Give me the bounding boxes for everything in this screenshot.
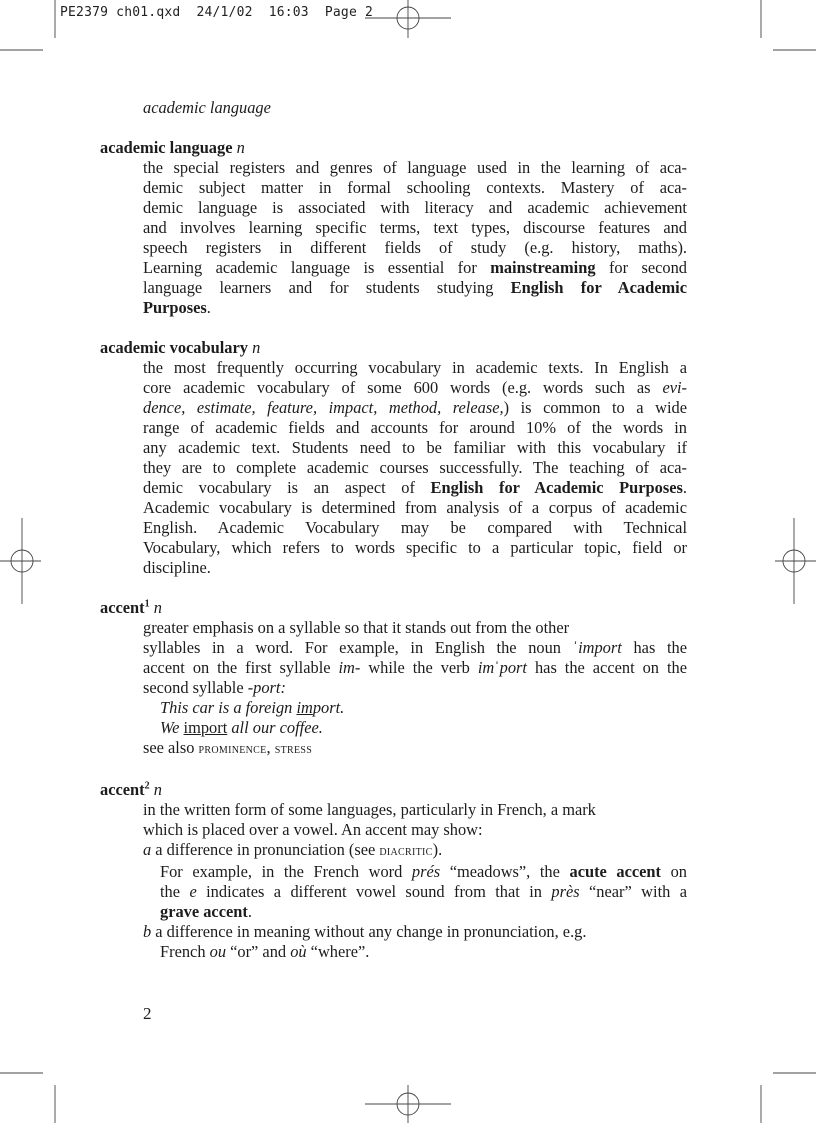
part-of-speech: n bbox=[153, 598, 162, 617]
definition-line: discipline. bbox=[143, 558, 211, 577]
page-number: 2 bbox=[143, 1004, 152, 1023]
headword: accent$^2$ bbox=[100, 780, 150, 799]
subsense-b: b a difference in meaning without any change in pronunciation, e.g. bbox=[143, 922, 587, 941]
definition-line: which is placed over a vowel. An accent may show: bbox=[143, 820, 483, 839]
running-head: academic language bbox=[143, 98, 271, 117]
cross-reference: Purposes bbox=[143, 298, 207, 317]
definition-line: dence, estimate, feature, impact, method, release,) is common to a wide bbox=[143, 398, 687, 417]
example-sentence: This car is a foreign import. bbox=[160, 698, 345, 717]
part-of-speech: n bbox=[236, 138, 245, 157]
entry-headline bbox=[100, 598, 687, 618]
subsense-a: a a difference in pronunciation (see diacritic). bbox=[143, 840, 443, 859]
entry-accent-2 bbox=[100, 780, 687, 962]
definition-line: syllables in a word. For example, in English the noun ˈimport has the bbox=[143, 638, 687, 657]
definition-line: any academic text. Students need to be familiar with this vocabulary if bbox=[143, 438, 687, 457]
example-sentence: We import all our coffee. bbox=[160, 718, 323, 737]
definition-line: second syllable -port: bbox=[143, 678, 286, 697]
definition-line: the most frequently occurring vocabulary in academic texts. In English a bbox=[143, 358, 687, 377]
part-of-speech: n bbox=[153, 780, 162, 799]
dictionary-page bbox=[100, 98, 687, 982]
definition bbox=[143, 800, 687, 962]
cross-reference: mainstreaming bbox=[490, 258, 596, 277]
sense-number: 2 bbox=[144, 780, 150, 792]
entry-academic-language bbox=[100, 138, 687, 318]
definition-line: and involves learning specific terms, text types, discourse features and bbox=[143, 218, 687, 237]
definition-line: range of academic fields and accounts for around 10% of the words in bbox=[143, 418, 687, 437]
definition bbox=[143, 618, 687, 760]
headword: academic vocabulary bbox=[100, 338, 248, 357]
subsense-b-example: French ou “or” and où “where”. bbox=[160, 942, 370, 961]
entry-headline bbox=[100, 138, 687, 158]
print-slug: PE2379 ch01.qxd 24/1/02 16:03 Page 2 bbox=[60, 5, 374, 20]
definition-line: they are to complete academic courses successfully. The teaching of aca- bbox=[143, 458, 687, 477]
definition-line: Purposes. bbox=[143, 298, 211, 317]
cross-reference: English for Academic Purposes bbox=[430, 478, 683, 497]
sense-number: 1 bbox=[144, 598, 150, 610]
definition-line: language learners and for students studying English for Academic bbox=[143, 278, 687, 297]
see-also-link[interactable]: prominence bbox=[198, 742, 267, 757]
definition-line: demic vocabulary is an aspect of English for Academic Purposes. bbox=[143, 478, 687, 497]
subsense-a-example: For example, in the French word prés “meadows”, the acute accent on the e indicates a different vowel sound from that in près “near” with a grave accent. bbox=[160, 862, 687, 921]
definition-line: greater emphasis on a syllable so that it stands out from the other bbox=[143, 618, 570, 637]
definition-line: Vocabulary, which refers to words specific to a particular topic, field or bbox=[143, 538, 687, 557]
definition-line: demic subject matter in formal schooling contexts. Mastery of aca- bbox=[143, 178, 687, 197]
definition bbox=[143, 358, 687, 578]
see-also-link[interactable]: stress bbox=[274, 742, 313, 757]
headword: accent$^1$ bbox=[100, 598, 150, 617]
headword: academic language bbox=[100, 138, 233, 157]
definition-line: core academic vocabulary of some 600 words (e.g. words such as evi- bbox=[143, 378, 687, 397]
see-also: see also prominence, stress bbox=[143, 738, 313, 757]
part-of-speech: n bbox=[252, 338, 261, 357]
entry-headline bbox=[100, 780, 687, 800]
definition-line: in the written form of some languages, particularly in French, a mark bbox=[143, 800, 596, 819]
definition-line: demic language is associated with literacy and academic achievement bbox=[143, 198, 687, 217]
definition-line: speech registers in different fields of study (e.g. history, maths). bbox=[143, 238, 687, 257]
entry-accent-1 bbox=[100, 598, 687, 760]
entry-headline bbox=[100, 338, 687, 358]
definition-line: accent on the first syllable im- while the verb imˈport has the accent on the bbox=[143, 658, 687, 677]
see-also-link[interactable]: diacritic bbox=[379, 844, 433, 859]
definition-line: Academic vocabulary is determined from analysis of a corpus of academic bbox=[143, 498, 687, 517]
definition-line: the special registers and genres of language used in the learning of aca- bbox=[143, 158, 687, 177]
definition-line: Learning academic language is essential for mainstreaming for second bbox=[143, 258, 687, 277]
entry-academic-vocabulary bbox=[100, 338, 687, 578]
cross-reference: English for Academic bbox=[510, 278, 687, 297]
definition-line: English. Academic Vocabulary may be compared with Technical bbox=[143, 518, 687, 537]
definition bbox=[143, 158, 687, 318]
